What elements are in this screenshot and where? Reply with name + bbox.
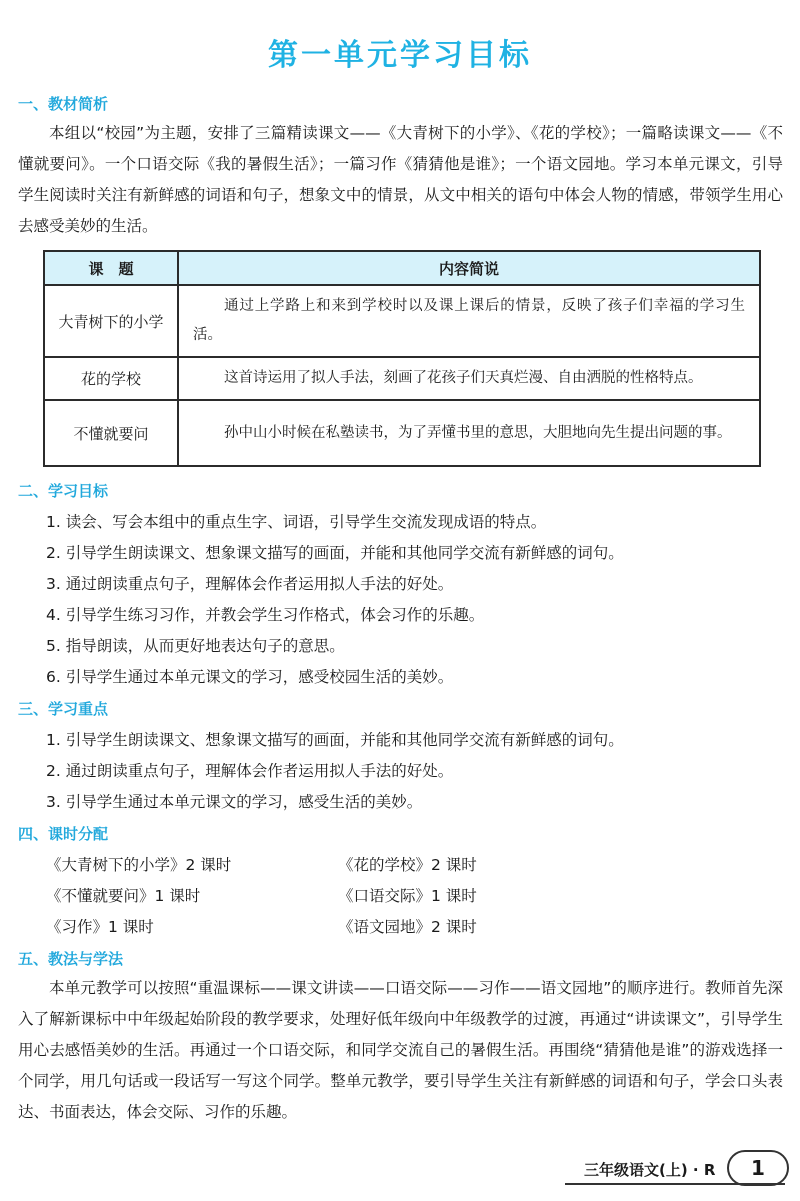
table-row <box>44 400 760 466</box>
section-heading-methods: 五、教法与学法 <box>18 950 124 968</box>
section-heading-schedule: 四、课时分配 <box>18 825 109 843</box>
goal-item: 6. 引导学生通过本单元课文的学习，感受校园生活的美妙。 <box>46 668 454 686</box>
table-row <box>44 357 760 400</box>
schedule-item: 《口语交际》1 课时 <box>338 887 477 905</box>
page-title: 第一单元学习目标 <box>268 38 532 73</box>
focus-item: 3. 引导学生通过本单元课文的学习，感受生活的美妙。 <box>46 793 423 811</box>
schedule-item: 《不懂就要问》1 课时 <box>46 887 201 905</box>
methods-paragraph: 本单元教学可以按照“重温课标——课文讲读——口语交际——习作——语文园地”的顺序进行。教师首先深入了解新课标中中年级起始阶段的教学要求，处理好低年级向中年级教学的过渡，再通过“讲读课文”，引导学生用心去感悟美妙的生活。再通过一个口语交际，和同学交流自己的暑假生活。再围绕“猜猜他是谁”的游戏选择一个同学，用几句话或一段话写一写这个同学。整单元教学，要引导学生关注有新鲜感的词语和句子，学会口头表达、书面表达，体会交际、习作的乐趣。 <box>18 979 783 1121</box>
footer-divider <box>565 1183 785 1185</box>
schedule-item: 《习作》1 课时 <box>46 918 154 936</box>
analysis-paragraph: 本组以“校园”为主题，安排了三篇精读课文——《大青树下的小学》、《花的学校》；一篇略读课文——《不懂就要问》。一个口语交际《我的暑假生活》；一篇习作《猜猜他是谁》；一个语文园地。学习本单元课文，引导学生阅读时关注有新鲜感的词语和句子，想象文中的情景，从文中相关的语句中体会人物的情感，带领学生用心去感受美妙的生活。 <box>18 124 783 235</box>
focus-item: 2. 通过朗读重点句子，理解体会作者运用拟人手法的好处。 <box>46 762 454 780</box>
lesson-desc: 这首诗运用了拟人手法，刻画了花孩子们天真烂漫、自由洒脱的性格特点。 <box>178 357 760 400</box>
col-header-title: 课 题 <box>44 251 178 285</box>
col-header-content: 内容简说 <box>178 251 760 285</box>
section-heading-goals: 二、学习目标 <box>18 482 109 500</box>
goal-item: 1. 读会、写会本组中的重点生字、词语，引导学生交流发现成语的特点。 <box>46 513 547 531</box>
table-row <box>44 285 760 357</box>
schedule-item: 《语文园地》2 课时 <box>338 918 477 936</box>
schedule-item: 《大青树下的小学》2 课时 <box>46 856 232 874</box>
lesson-title: 大青树下的小学 <box>44 285 178 357</box>
lesson-title: 不懂就要问 <box>44 400 178 466</box>
goal-item: 4. 引导学生练习习作，并教会学生习作格式，体会习作的乐趣。 <box>46 606 485 624</box>
lesson-desc: 通过上学路上和来到学校时以及课上课后的情景，反映了孩子们幸福的学习生活。 <box>178 285 760 357</box>
lesson-title: 花的学校 <box>44 357 178 400</box>
section-heading-analysis: 一、教材简析 <box>18 95 109 113</box>
focus-item: 1. 引导学生朗读课文、想象课文描写的画面，并能和其他同学交流有新鲜感的词句。 <box>46 731 624 749</box>
section-heading-focus: 三、学习重点 <box>18 700 109 718</box>
goal-item: 3. 通过朗读重点句子，理解体会作者运用拟人手法的好处。 <box>46 575 454 593</box>
schedule-item: 《花的学校》2 课时 <box>338 856 477 874</box>
goal-item: 2. 引导学生朗读课文、想象课文描写的画面，并能和其他同学交流有新鲜感的词句。 <box>46 544 624 562</box>
lesson-table <box>43 250 761 467</box>
lesson-desc: 孙中山小时候在私塾读书，为了弄懂书里的意思，大胆地向先生提出问题的事。 <box>178 400 760 466</box>
book-label: 三年级语文(上) · R <box>584 1161 716 1179</box>
page-number: 1 <box>727 1150 789 1186</box>
goal-item: 5. 指导朗读，从而更好地表达句子的意思。 <box>46 637 345 655</box>
table-header-row <box>44 251 760 285</box>
